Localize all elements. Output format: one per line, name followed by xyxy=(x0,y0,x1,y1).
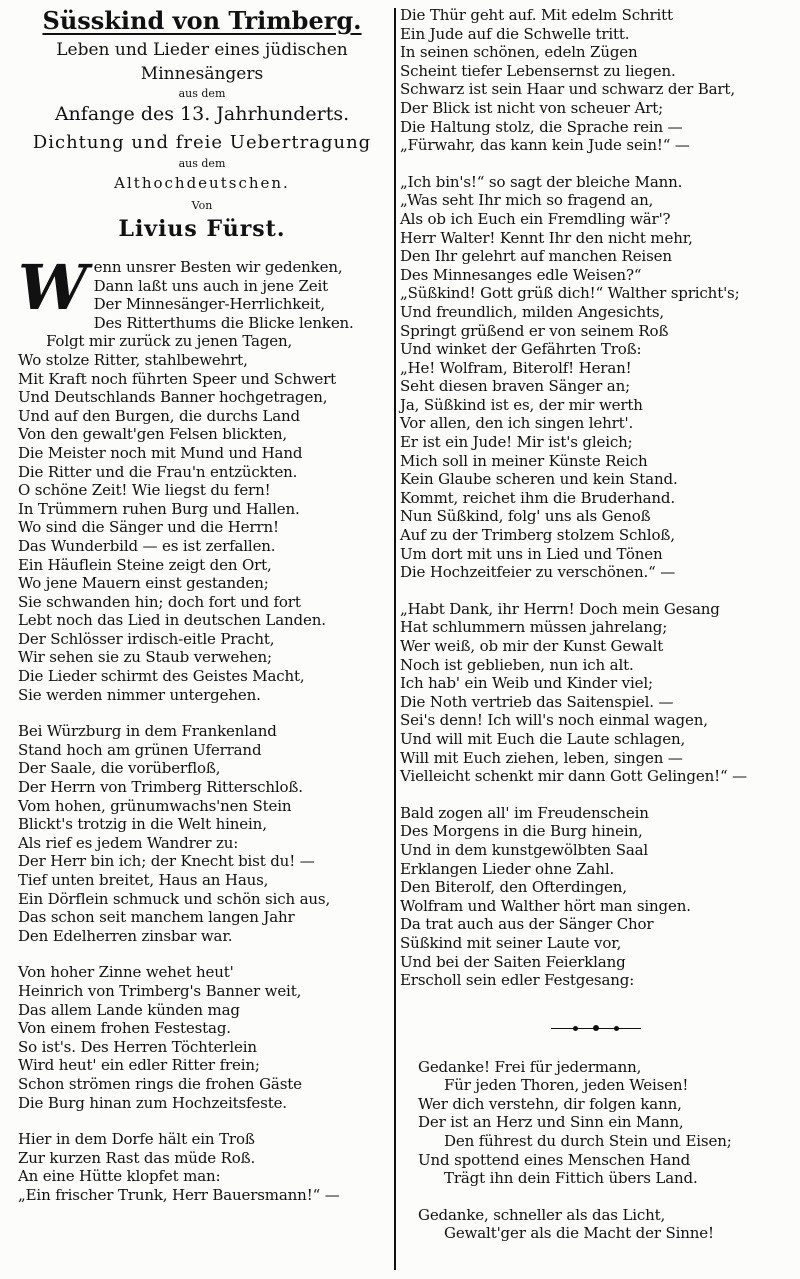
verse-line: „Süßkind! Gott grüß dich!“ Walther spricht's; xyxy=(400,284,740,303)
verse-line: Das allem Lande künden mag xyxy=(18,1000,240,1019)
verse-line: Trägt ihn dein Fittich übers Land. xyxy=(444,1169,698,1188)
column-divider xyxy=(394,8,396,1270)
verse-line: So ist's. Des Herren Töchterlein xyxy=(18,1037,257,1056)
verse-line: Wo stolze Ritter, stahlbewehrt, xyxy=(18,350,248,369)
verse-line: Dann laßt uns auch in jene Zeit xyxy=(93,276,329,295)
verse-line: Mich soll in meiner Künste Reich xyxy=(400,451,648,470)
verse-line: Sei's denn! Ich will's noch einmal wagen, xyxy=(400,711,708,730)
verse-line: Hat schlummern müssen jahrelang; xyxy=(400,618,668,637)
verse-line: Bald zogen all' im Freudenschein xyxy=(400,803,649,822)
verse-line: Kommt, reichet ihm die Bruderhand. xyxy=(400,488,675,507)
verse-line: Der Blick ist nicht von scheuer Art; xyxy=(400,98,664,117)
verse-line: „Ein frischer Trunk, Herr Bauersmann!“ — xyxy=(18,1185,340,1204)
verse-line: Um dort mit uns in Lied und Tönen xyxy=(400,544,663,563)
verse-line: Ein Jude auf die Schwelle tritt. xyxy=(400,24,630,43)
verse-line: Zur kurzen Rast das müde Roß. xyxy=(18,1148,256,1167)
verse-line: enn unsrer Besten wir gedenken, xyxy=(93,258,343,276)
verse-line: Als ob ich Euch ein Fremdling wär'? xyxy=(400,209,671,228)
left-column xyxy=(18,0,386,1205)
verse-line: O schöne Zeit! Wie liegst du fern! xyxy=(18,481,271,500)
verse-line: Sie werden nimmer untergehen. xyxy=(18,685,261,704)
verse-line: Den Ihr gelehrt auf manchen Reisen xyxy=(400,247,672,266)
verse-line: Schwarz ist sein Haar und schwarz der Bart, xyxy=(400,80,735,99)
verse-line: Vielleicht schenkt mir dann Gott Gelingen!“ — xyxy=(400,767,747,786)
verse-line: Wo sind die Sänger und die Herrn! xyxy=(18,518,279,537)
verse-line: Die Ritter und die Frau'n entzückten. xyxy=(18,462,298,481)
verse-line: Gewalt'ger als die Macht der Sinne! xyxy=(444,1224,714,1243)
stanza-8 xyxy=(400,804,792,990)
verse-line: „Ich bin's!“ so sagt der bleiche Mann. xyxy=(400,172,683,191)
verse-line: Will mit Euch ziehen, leben, singen — xyxy=(400,748,683,767)
aus-dem-2: aus dem xyxy=(178,157,226,170)
verse-line: Und will mit Euch die Laute schlagen, xyxy=(400,729,686,748)
verse-line: Für jeden Thoren, jeden Weisen! xyxy=(444,1076,689,1095)
verse-line: Und Deutschlands Banner hochgetragen, xyxy=(18,388,328,407)
verse-line: Lebt noch das Lied in deutschen Landen. xyxy=(18,611,326,630)
verse-line: Von den gewalt'gen Felsen blickten, xyxy=(18,425,287,444)
verse-line: Wir sehen sie zu Staub verwehen; xyxy=(18,648,272,667)
verse-line: Die Noth vertrieb das Saitenspiel. — xyxy=(400,692,674,711)
verse-line: Von einem frohen Festestag. xyxy=(18,1019,231,1038)
verse-line: Vor allen, den ich singen lehrt'. xyxy=(400,414,634,433)
verse-line: Den Edelherren zinsbar war. xyxy=(18,926,233,945)
verse-line: Des Minnesanges edle Weisen?“ xyxy=(400,265,642,284)
verse-line: Als rief es jedem Wandrer zu: xyxy=(18,833,239,852)
verse-line: Der Minnesänger-Herrlichkeit, xyxy=(93,295,326,314)
verse-line: Der ist an Herz und Sinn ein Mann, xyxy=(418,1113,684,1132)
stanza-2 xyxy=(18,722,386,945)
verse-line: Mit Kraft noch führten Speer und Schwert xyxy=(18,369,337,388)
verse-line: Hier in dem Dorfe hält ein Troß xyxy=(18,1130,255,1149)
verse-line: Auf zu der Trimberg stolzem Schloß, xyxy=(400,526,675,545)
verse-line: Ja, Süßkind ist es, der mir werth xyxy=(400,395,643,414)
aus-dem-1: aus dem xyxy=(178,87,226,100)
verse-line: Scheint tiefer Lebensernst zu liegen. xyxy=(400,61,676,80)
verse-line: Bei Würzburg in dem Frankenland xyxy=(18,722,277,741)
verse-line: Der Schlösser irdisch-eitle Pracht, xyxy=(18,629,275,648)
verse-line: Ich hab' ein Weib und Kinder viel; xyxy=(400,674,653,693)
verse-line: Springt grüßend er von seinem Roß xyxy=(400,321,669,340)
verse-line: Nun Süßkind, folg' uns als Genoß xyxy=(400,507,651,526)
von-label: Von xyxy=(191,199,213,212)
verse-line: Tief unten breitet, Haus an Haus, xyxy=(18,871,269,889)
verse-line: Wer weiß, ob mir der Kunst Gewalt xyxy=(400,637,664,655)
stanza-4 xyxy=(18,1130,386,1204)
verse-line: Da trat auch aus der Sänger Chor xyxy=(400,915,654,934)
verse-line: Gedanke! Frei für jedermann, xyxy=(418,1057,642,1076)
subtitle: Leben und Lieder eines jüdischen Minnesängers xyxy=(56,40,348,84)
verse-line: Ein Dörflein schmuck und schön sich aus, xyxy=(18,889,331,908)
verse-line: Blickt's trotzig in die Welt hinein, xyxy=(18,815,267,834)
verse-line: In seinen schönen, edeln Zügen xyxy=(400,43,638,62)
verse-line: Erscholl sein edler Festgesang: xyxy=(400,971,635,990)
verse-line: Süßkind mit seiner Laute vor, xyxy=(400,933,622,952)
author-name: Livius Fürst. xyxy=(118,216,286,242)
verse-line: Den Biterolf, den Ofterdingen, xyxy=(400,878,627,897)
verse-line: Die Burg hinan zum Hochzeitsfeste. xyxy=(18,1093,287,1112)
verse-line: Ein Häuflein Steine zeigt den Ort, xyxy=(18,555,272,574)
verse-line: Erklangen Lieder ohne Zahl. xyxy=(400,859,615,878)
century-line: Anfange des 13. Jahrhunderts. xyxy=(54,103,350,125)
verse-line: „Habt Dank, ihr Herrn! Doch mein Gesang xyxy=(400,599,720,618)
verse-line: Noch ist geblieben, nun ich alt. xyxy=(400,655,634,674)
verse-line: Des Morgens in die Burg hinein, xyxy=(400,822,643,841)
verse-line: Wolfram und Walther hört man singen. xyxy=(400,896,691,915)
verse-line: Der Herr bin ich; der Knecht bist du! — xyxy=(18,852,315,871)
verse-line: Das schon seit manchem langen Jahr xyxy=(18,908,295,927)
drop-cap: W xyxy=(18,251,88,324)
stanza-6 xyxy=(400,173,792,582)
verse-line: Und winket der Gefährten Troß: xyxy=(400,340,642,359)
verse-line: Und spottend eines Menschen Hand xyxy=(418,1150,691,1169)
verse-line: Des Ritterthums die Blicke lenken. xyxy=(93,313,354,332)
verse-line: Und auf den Burgen, die durchs Land xyxy=(18,406,300,425)
verse-line: Wird heut' ein edler Ritter frein; xyxy=(18,1056,260,1075)
festgesang-verse-1 xyxy=(400,1058,792,1188)
verse-line: Die Haltung stolz, die Sprache rein — xyxy=(400,117,683,136)
verse-line: „He! Wolfram, Biterolf! Heran! xyxy=(400,358,632,377)
verse-line: Von hoher Zinne wehet heut' xyxy=(18,963,234,982)
stanza-7 xyxy=(400,600,792,786)
verse-line: Das Wunderbild — es ist zerfallen. xyxy=(18,536,276,555)
festgesang-verse-2 xyxy=(400,1206,792,1243)
verse-line: Schon strömen rings die frohen Gäste xyxy=(18,1074,302,1093)
verse-line: Die Lieder schirmt des Geistes Macht, xyxy=(18,667,305,686)
verse-line: Die Thür geht auf. Mit edelm Schritt xyxy=(400,6,673,24)
verse-line: Und bei der Saiten Feierklang xyxy=(400,952,626,971)
verse-line: „Fürwahr, das kann kein Jude sein!“ — xyxy=(400,136,690,155)
ornament-divider xyxy=(551,1024,641,1034)
page-title: Süsskind von Trimberg. xyxy=(42,6,362,35)
verse-line: Herr Walter! Kennt Ihr den nicht mehr, xyxy=(400,228,693,247)
verse-line: Die Meister noch mit Mund und Hand xyxy=(18,443,303,462)
verse-line: Seht diesen braven Sänger an; xyxy=(400,377,630,396)
verse-line: Den führest du durch Stein und Eisen; xyxy=(444,1132,732,1151)
verse-line: Folgt mir zurück zu jenen Tagen, xyxy=(46,332,293,351)
verse-line: Der Herrn von Trimberg Ritterschloß. xyxy=(18,778,303,797)
verse-line: Er ist ein Jude! Mir ist's gleich; xyxy=(400,433,633,452)
stanza-1 xyxy=(18,251,386,704)
verse-line: Heinrich von Trimberg's Banner weit, xyxy=(18,981,302,1000)
verse-line: Sie schwanden hin; doch fort und fort xyxy=(18,592,301,611)
verse-line: Vom hohen, grünumwachs'nen Stein xyxy=(18,796,292,815)
source-language: Althochdeutschen. xyxy=(114,174,290,192)
right-column xyxy=(400,0,792,1243)
verse-line: Gedanke, schneller als das Licht, xyxy=(418,1205,666,1224)
verse-line: Die Hochzeitfeier zu verschönen.“ — xyxy=(400,563,676,582)
verse-line: Stand hoch am grünen Uferrand xyxy=(18,740,262,759)
verse-line: Und in dem kunstgewölbten Saal xyxy=(400,840,649,859)
dichtung-line: Dichtung und freie Uebertragung xyxy=(32,132,372,153)
verse-line: In Trümmern ruhen Burg und Hallen. xyxy=(18,499,300,518)
verse-line: Wer dich verstehn, dir folgen kann, xyxy=(418,1094,682,1113)
verse-line: Der Saale, die vorüberfloß, xyxy=(18,759,221,778)
stanza-3 xyxy=(18,963,386,1112)
verse-line: Und freundlich, milden Angesichts, xyxy=(400,302,665,321)
verse-line: Wo jene Mauern einst gestanden; xyxy=(18,574,269,593)
verse-line: „Was seht Ihr mich so fragend an, xyxy=(400,191,654,210)
stanza-5 xyxy=(400,6,792,155)
verse-line: An eine Hütte klopfet man: xyxy=(18,1167,221,1186)
verse-line: Kein Glaube scheren und kein Stand. xyxy=(400,470,678,489)
